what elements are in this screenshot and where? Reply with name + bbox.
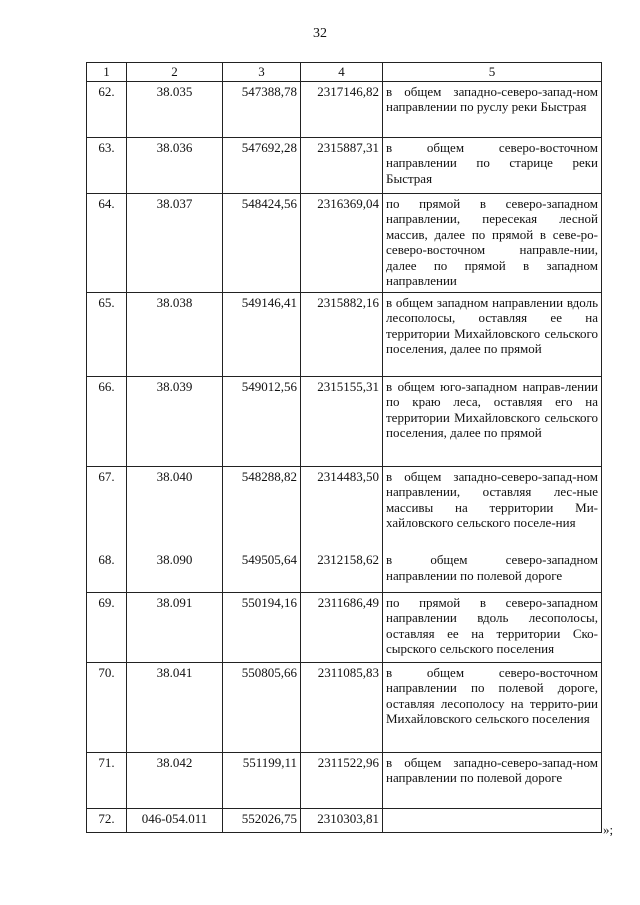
y-coordinate: 2311686,49 — [301, 592, 383, 662]
boundary-description: в общем юго-западном направ-лении по краю леса, оставляя его на территории Михайловского сельского поселения, далее по прямой — [383, 376, 602, 466]
table-row — [87, 592, 602, 662]
table-row — [87, 808, 602, 832]
point-id: 38.090 — [127, 550, 223, 592]
x-coordinate: 549012,56 — [223, 376, 301, 466]
x-coordinate: 552026,75 — [223, 808, 301, 832]
row-number: 63. — [87, 137, 127, 193]
boundary-description: в общем северо-восточном направлении по старице реки Быстрая — [383, 137, 602, 193]
column-header: 4 — [301, 63, 383, 82]
table-row — [87, 193, 602, 292]
x-coordinate: 550805,66 — [223, 662, 301, 752]
boundary-description: в общем западном направлении вдоль лесополосы, оставляя ее на территории Михайловского сельского поселения, далее по прямой — [383, 292, 602, 376]
x-coordinate: 550194,16 — [223, 592, 301, 662]
table-row — [87, 550, 602, 592]
x-coordinate: 548424,56 — [223, 193, 301, 292]
boundary-description: по прямой в северо-западном направлении вдоль лесополосы, оставляя ее на территории Ско-сырского сельского поселения — [383, 592, 602, 662]
boundary-description: по прямой в северо-западном направлении, пересекая лесной массив, далее по прямой в севе-ро-северо-восточном направле-нии, далее по прямой в западном направлении — [383, 193, 602, 292]
point-id: 38.038 — [127, 292, 223, 376]
table-row — [87, 662, 602, 752]
closing-quote-mark: »; — [603, 822, 614, 837]
table-row — [87, 466, 602, 550]
boundary-description: в общем западно-северо-запад-ном направлении по полевой дороге — [383, 752, 602, 808]
point-id: 38.037 — [127, 193, 223, 292]
y-coordinate: 2315887,31 — [301, 137, 383, 193]
point-id: 38.039 — [127, 376, 223, 466]
row-number: 68. — [87, 550, 127, 592]
y-coordinate: 2315155,31 — [301, 376, 383, 466]
x-coordinate: 549146,41 — [223, 292, 301, 376]
x-coordinate: 549505,64 — [223, 550, 301, 592]
y-coordinate: 2311522,96 — [301, 752, 383, 808]
x-coordinate: 551199,11 — [223, 752, 301, 808]
table-row — [87, 137, 602, 193]
column-header: 1 — [87, 63, 127, 82]
row-number: 62. — [87, 81, 127, 137]
row-number: 72. — [87, 808, 127, 832]
row-number: 64. — [87, 193, 127, 292]
x-coordinate: 547692,28 — [223, 137, 301, 193]
y-coordinate: 2310303,81 — [301, 808, 383, 832]
boundary-description: в общем западно-северо-запад-ном направлении по руслу реки Быстрая — [383, 81, 602, 137]
row-number: 65. — [87, 292, 127, 376]
column-header: 5 — [383, 63, 602, 82]
column-header: 2 — [127, 63, 223, 82]
row-number: 69. — [87, 592, 127, 662]
y-coordinate: 2315882,16 — [301, 292, 383, 376]
table-row — [87, 81, 602, 137]
page-number: 32 — [313, 26, 327, 41]
table-row — [87, 752, 602, 808]
point-id: 38.036 — [127, 137, 223, 193]
x-coordinate: 548288,82 — [223, 466, 301, 550]
point-id: 38.091 — [127, 592, 223, 662]
y-coordinate: 2311085,83 — [301, 662, 383, 752]
point-id: 38.035 — [127, 81, 223, 137]
y-coordinate: 2317146,82 — [301, 81, 383, 137]
column-header: 3 — [223, 63, 301, 82]
boundary-description: в общем северо-восточном направлении по полевой дороге, оставляя лесополосу на террито-рии Михайловского сельского поселения — [383, 662, 602, 752]
point-id: 38.041 — [127, 662, 223, 752]
table-header-row — [87, 63, 602, 82]
y-coordinate: 2314483,50 — [301, 466, 383, 550]
row-number: 70. — [87, 662, 127, 752]
row-number: 66. — [87, 376, 127, 466]
point-id: 046-054.011 — [127, 808, 223, 832]
boundary-description — [383, 808, 602, 832]
y-coordinate: 2312158,62 — [301, 550, 383, 592]
y-coordinate: 2316369,04 — [301, 193, 383, 292]
table-row — [87, 376, 602, 466]
boundary-description: в общем северо-западном направлении по полевой дороге — [383, 550, 602, 592]
x-coordinate: 547388,78 — [223, 81, 301, 137]
boundary-coordinates-table — [86, 62, 602, 833]
table-row — [87, 292, 602, 376]
point-id: 38.040 — [127, 466, 223, 550]
point-id: 38.042 — [127, 752, 223, 808]
row-number: 67. — [87, 466, 127, 550]
row-number: 71. — [87, 752, 127, 808]
boundary-description: в общем западно-северо-запад-ном направлении, оставляя лес-ные массивы на территории Ми-хайловского сельского поселе-ния — [383, 466, 602, 550]
